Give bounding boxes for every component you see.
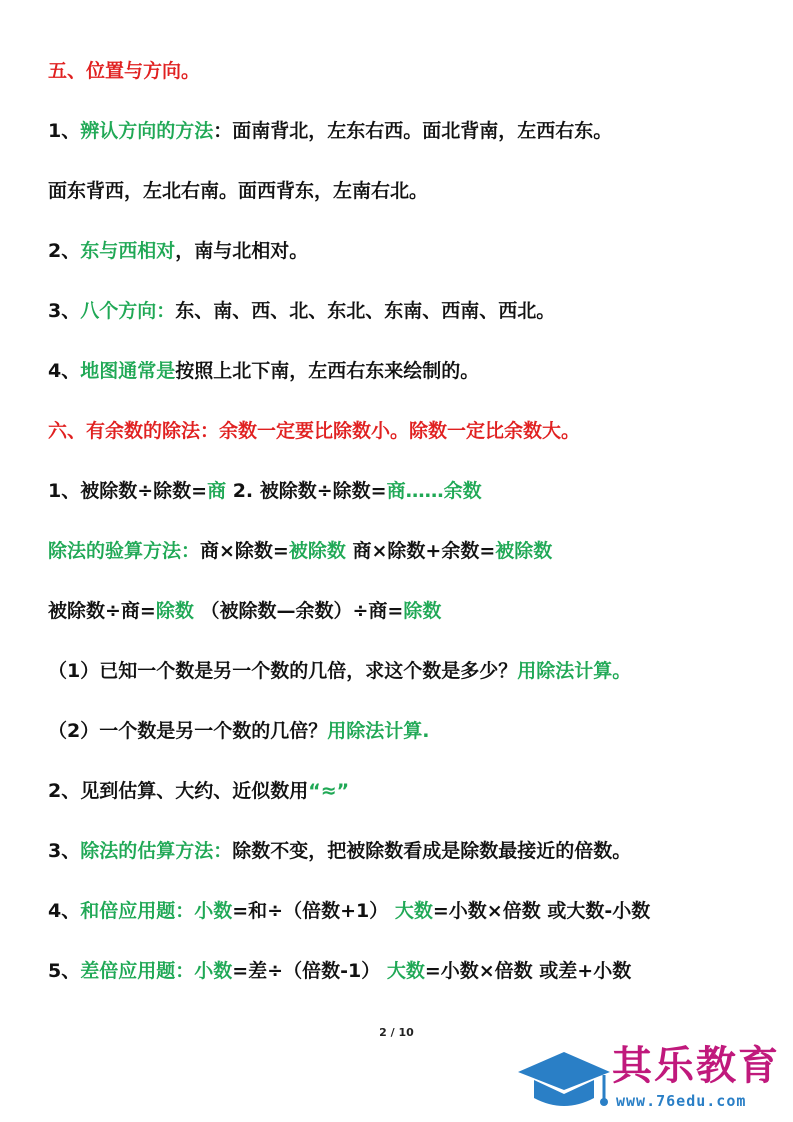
body-text: 5、 <box>48 960 81 982</box>
text-line <box>48 538 768 564</box>
text-line <box>48 58 768 84</box>
body-text: （1）已知一个数是另一个数的几倍，求这个数是多少？ <box>48 660 518 682</box>
logo-name: 其乐教育 <box>612 1043 780 1089</box>
logo-url: www.76edu.com <box>616 1092 747 1110</box>
body-text: 1、被除数÷除数= <box>48 480 208 502</box>
body-text: ：面南背北，左东右西。面北背南，左西右东。 <box>213 120 613 142</box>
text-line <box>48 898 768 924</box>
text-line <box>48 958 768 984</box>
highlight-text: 商……余数 <box>386 480 482 502</box>
body-text: 2、 <box>48 240 81 262</box>
graduation-cap-icon <box>512 1048 612 1110</box>
highlight-text: 地图通常是 <box>80 360 176 382</box>
highlight-text: 大数 <box>386 960 425 982</box>
body-text: =小数×倍数 或差+小数 <box>424 960 632 982</box>
body-text: 4、 <box>48 360 81 382</box>
text-line <box>48 658 768 684</box>
text-line <box>48 838 768 864</box>
text-line <box>48 358 768 384</box>
body-text: 东、南、西、北、东北、东南、西南、西北。 <box>175 300 556 322</box>
highlight-text: 被除数 <box>288 540 346 562</box>
body-text: 1、 <box>48 120 81 142</box>
text-line <box>48 718 768 744</box>
body-text: =差÷（倍数-1） <box>232 960 387 982</box>
section-heading: 五、位置与方向。 <box>48 60 201 82</box>
body-text: 2、见到估算、大约、近似数用 <box>48 780 309 802</box>
highlight-text: 用除法计算. <box>327 720 430 742</box>
page-number: 2 / 10 <box>379 1026 414 1039</box>
body-text: =小数×倍数 或大数-小数 <box>432 900 651 922</box>
highlight-text: 商 <box>207 480 227 502</box>
body-text: =和÷（倍数+1） <box>232 900 395 922</box>
highlight-text: 八个方向： <box>80 300 176 322</box>
text-line <box>48 118 768 144</box>
text-line <box>48 418 768 444</box>
body-text: 3、 <box>48 300 81 322</box>
highlight-text: 辨认方向的方法 <box>80 120 214 142</box>
body-text: 面东背西，左北右南。面西背东，左南右北。 <box>48 180 429 202</box>
highlight-text: 用除法计算。 <box>517 660 632 682</box>
highlight-text: 被除数 <box>495 540 553 562</box>
text-line <box>48 598 768 624</box>
body-text: 按照上北下南，左西右东来绘制的。 <box>175 360 480 382</box>
body-text: 3、 <box>48 840 81 862</box>
highlight-text: 除数 <box>155 600 194 622</box>
text-line <box>48 238 768 264</box>
body-text: 除数不变，把被除数看成是除数最接近的倍数。 <box>232 840 632 862</box>
body-text: 商×除数+余数= <box>345 540 496 562</box>
highlight-text: 和倍应用题：小数 <box>80 900 233 922</box>
text-line <box>48 298 768 324</box>
text-line <box>48 778 768 804</box>
highlight-text: “≈” <box>308 780 350 802</box>
highlight-text: 东与西相对 <box>80 240 176 262</box>
text-line <box>48 478 768 504</box>
body-text: （被除数—余数）÷商= <box>193 600 404 622</box>
highlight-text: 除法的验算方法： <box>48 540 201 562</box>
body-text: （2）一个数是另一个数的几倍？ <box>48 720 328 742</box>
body-text: ，南与北相对。 <box>175 240 309 262</box>
highlight-text: 除数 <box>403 600 442 622</box>
highlight-text: 差倍应用题：小数 <box>80 960 233 982</box>
body-text: 被除数÷商= <box>48 600 156 622</box>
section-heading: 六、有余数的除法：余数一定要比除数小。除数一定比余数大。 <box>48 420 581 442</box>
body-text: 4、 <box>48 900 81 922</box>
body-text: 2. 被除数÷除数= <box>226 480 387 502</box>
body-text: 商×除数= <box>200 540 289 562</box>
highlight-text: 大数 <box>394 900 433 922</box>
highlight-text: 除法的估算方法： <box>80 840 233 862</box>
brand-logo <box>512 1040 787 1116</box>
text-line <box>48 178 768 204</box>
